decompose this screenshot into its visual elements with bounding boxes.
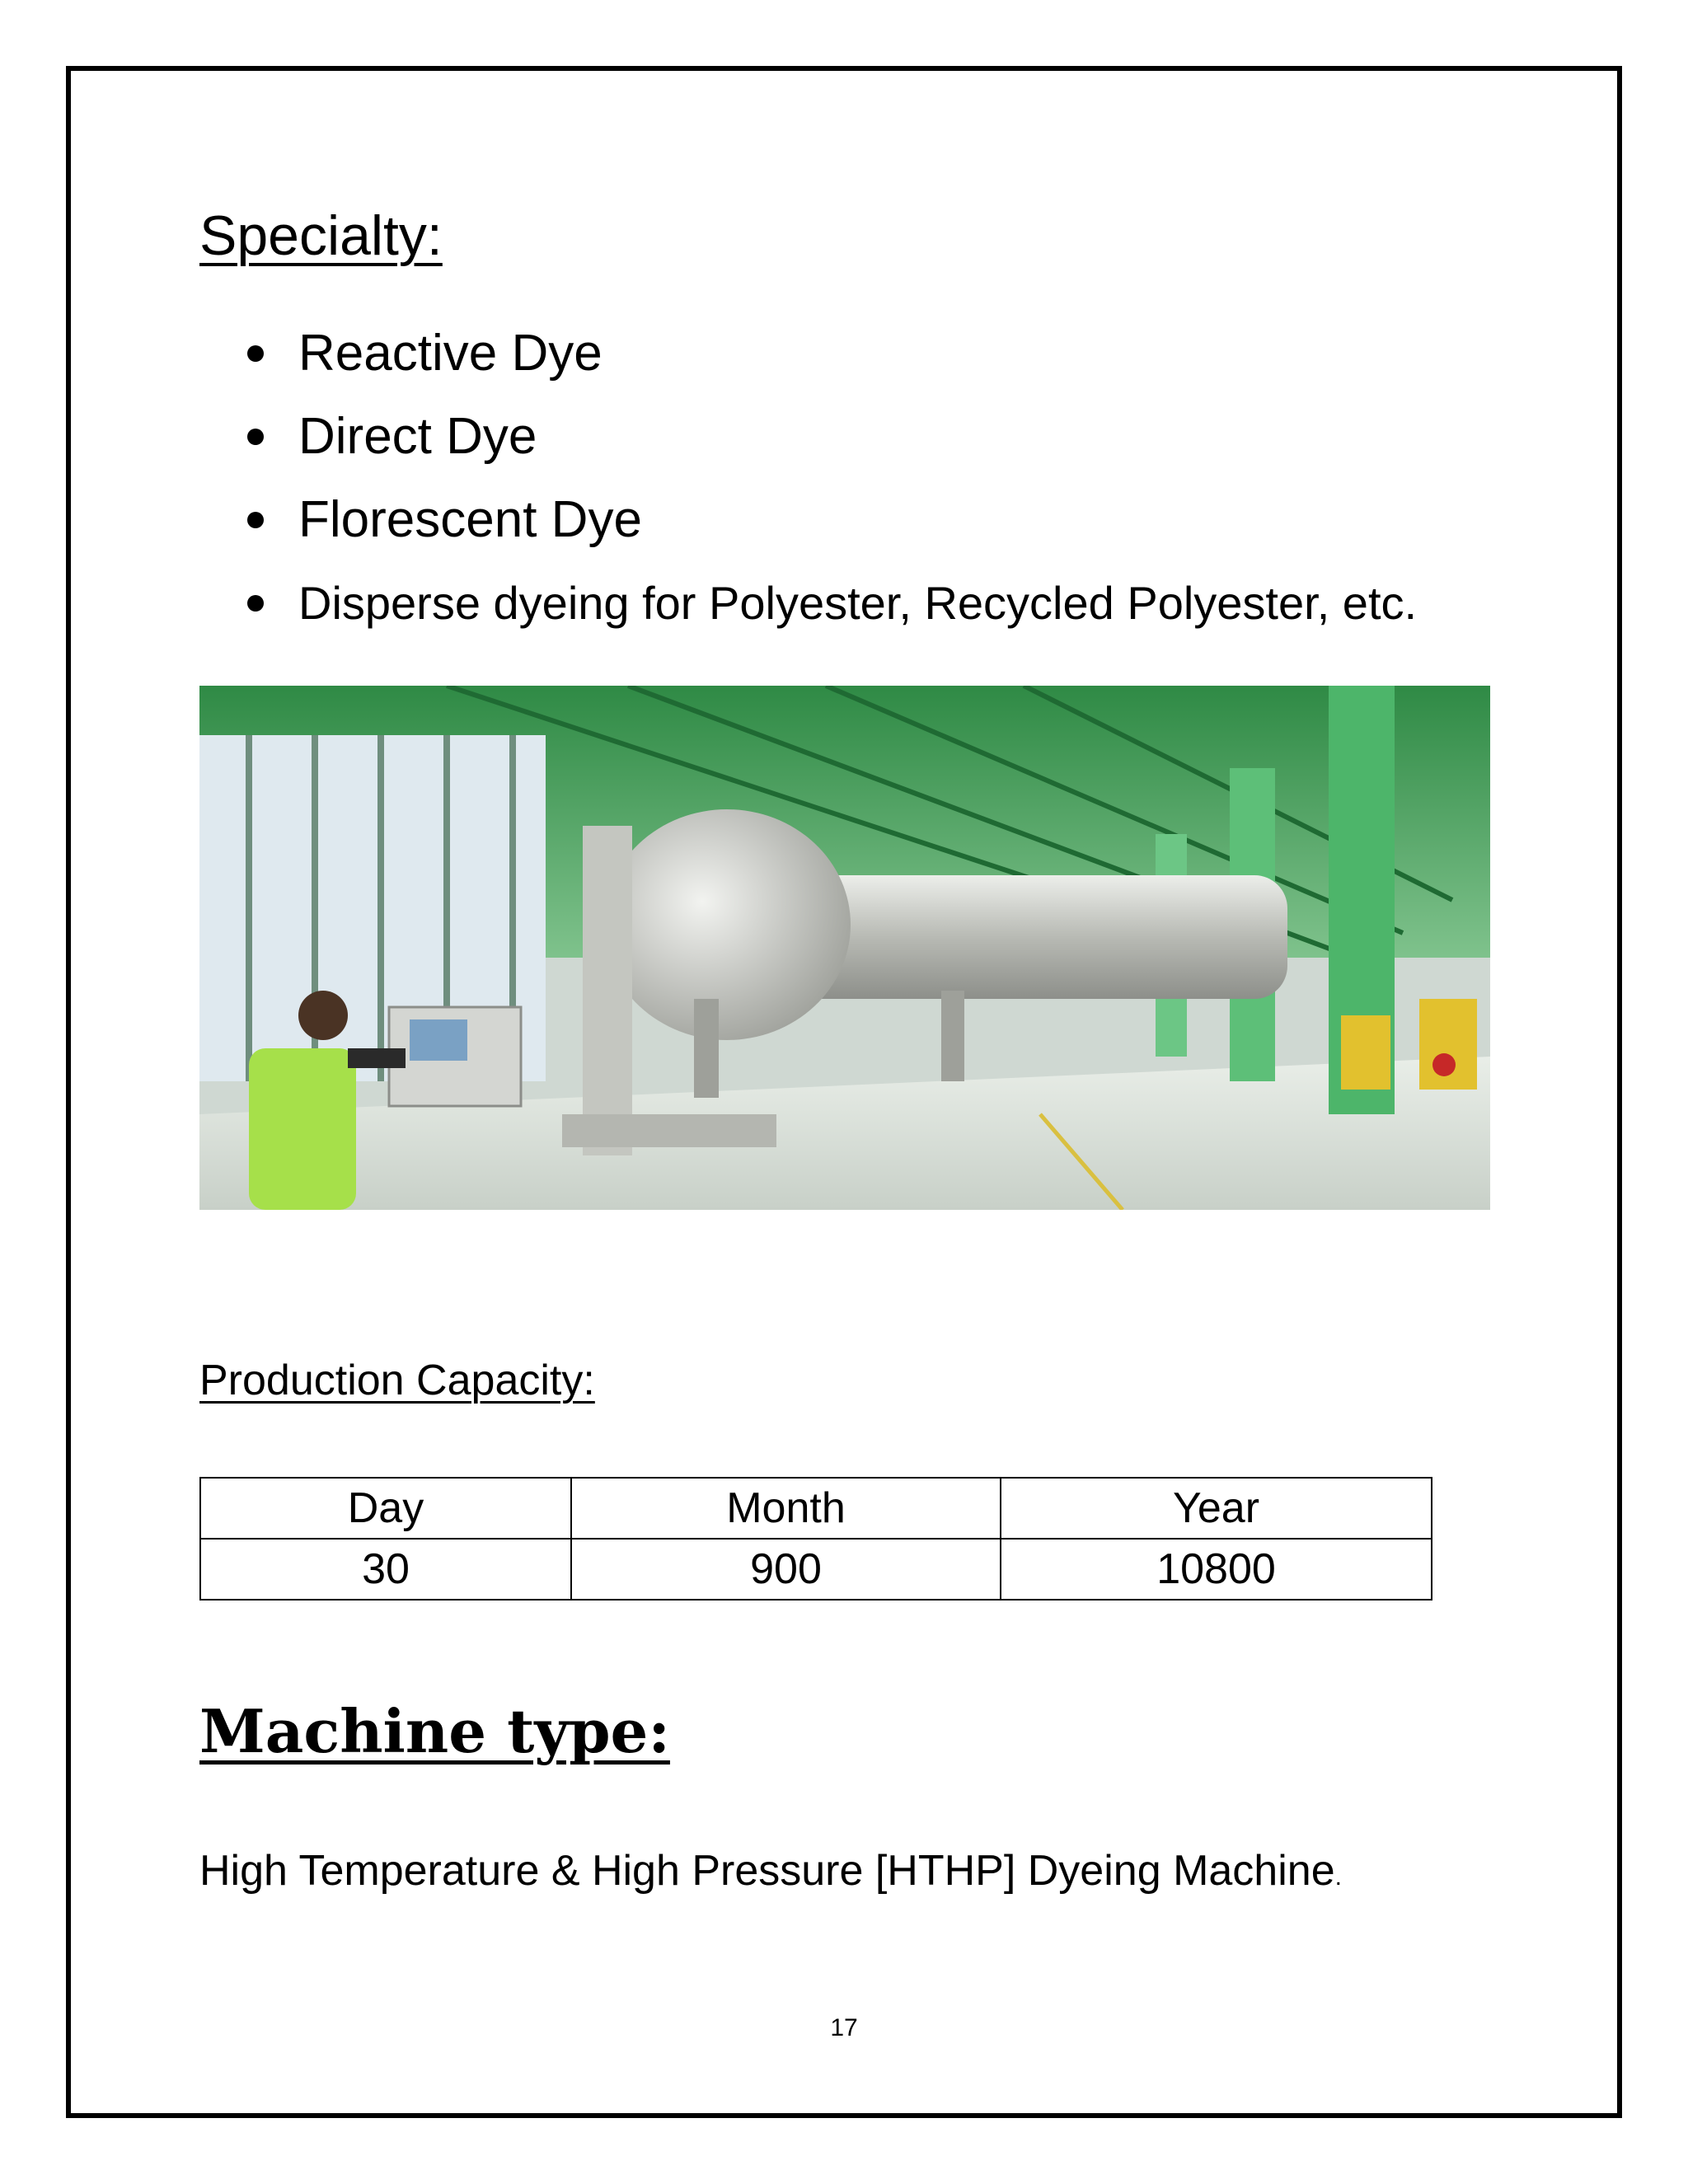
list-item-text: Florescent Dye [298, 491, 642, 548]
table-cell: 30 [200, 1539, 571, 1600]
machine-type-description [199, 1846, 1342, 1896]
table-header-cell: Day [200, 1478, 571, 1539]
table-cell: 10800 [1001, 1539, 1432, 1600]
dyeing-factory-photo [199, 686, 1490, 1210]
table-header-row [200, 1478, 1432, 1539]
list-item [247, 395, 1417, 478]
table-row [200, 1539, 1432, 1600]
production-capacity-heading: Production Capacity: [199, 1357, 595, 1404]
table-cell: 900 [571, 1539, 1001, 1600]
page-number: 17 [830, 2014, 858, 2041]
bullet-icon [247, 345, 264, 362]
bullet-icon [247, 429, 264, 445]
specialty-heading: Specialty: [199, 204, 443, 267]
machine-type-text: High Temperature & High Pressure [HTHP] Dyeing Machine [199, 1847, 1335, 1895]
bullet-icon [247, 512, 264, 528]
table-header-cell: Month [571, 1478, 1001, 1539]
list-item-text: Reactive Dye [298, 325, 603, 382]
table-header-cell: Year [1001, 1478, 1432, 1539]
list-item-text: Direct Dye [298, 408, 537, 465]
machine-type-heading: Machine type: [199, 1696, 670, 1766]
list-item [247, 561, 1417, 644]
production-capacity-table [199, 1477, 1432, 1601]
machine-type-period: . [1334, 1863, 1342, 1891]
specialty-list [247, 312, 1417, 644]
bullet-icon [247, 595, 264, 612]
list-item-text: Disperse dyeing for Polyester, Recycled Polyester, etc. [298, 577, 1418, 629]
list-item [247, 312, 1417, 395]
list-item [247, 478, 1417, 561]
